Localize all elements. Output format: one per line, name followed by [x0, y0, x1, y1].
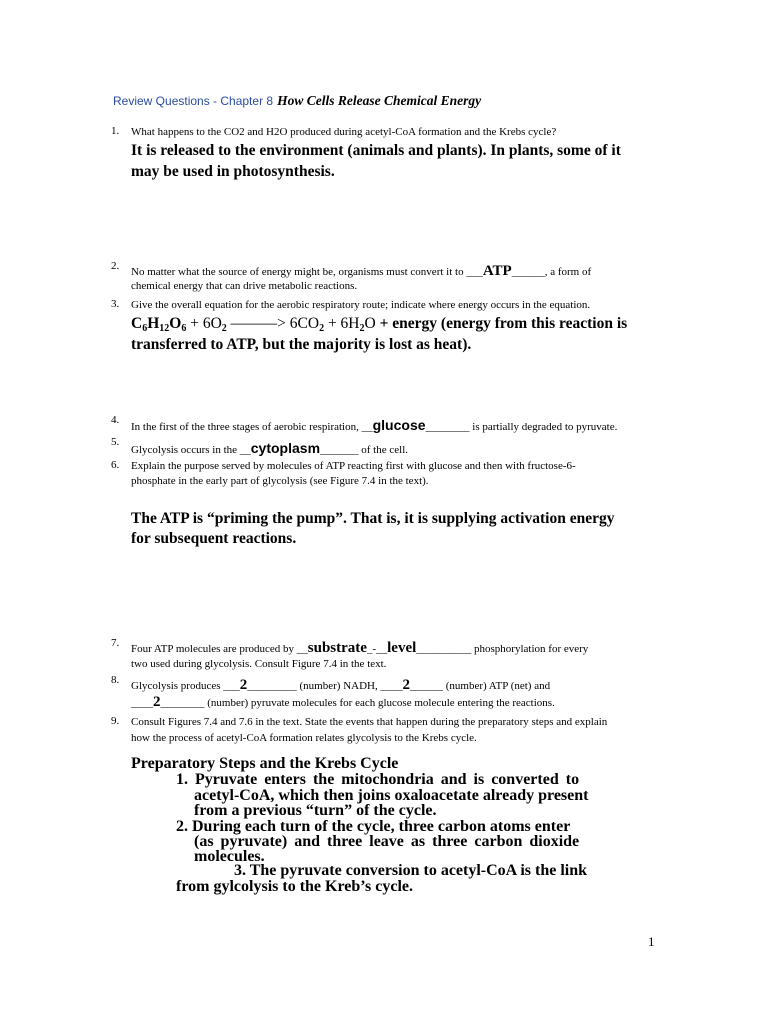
eq-co2-sub: 2 [319, 323, 325, 334]
page-number: 1 [648, 934, 655, 949]
q9-answer-item2-b: (as pyruvate) and three leave as three carbon dioxide [194, 833, 580, 850]
q7-number: 7. [111, 637, 120, 649]
q3-equation [131, 313, 627, 334]
q2-post: ______, a form of [511, 266, 592, 278]
q5-question [131, 441, 408, 457]
q5-pre: Glycolysis occurs in the __ [131, 444, 251, 456]
eq-c-sub: 6 [142, 323, 148, 334]
q2-number: 2. [111, 260, 120, 272]
q6-question-line2: phosphate in the early part of glycolysis (see Figure 7.4 in the text). [131, 475, 429, 487]
page-header [113, 92, 481, 110]
q8-line2-post: ________ (number) pyruvate molecules for each glucose molecule entering the reactions. [160, 697, 555, 709]
q8-question-line1 [131, 678, 550, 693]
q9-number: 9. [111, 715, 120, 727]
eq-h2o-b: O [364, 315, 376, 332]
eq-rest: + energy (energy from this reaction is [375, 315, 628, 332]
eq-c: C [131, 315, 143, 332]
header-title: How Cells Release Chemical Energy [277, 93, 482, 108]
q9-answer-item1-b: acetyl-CoA, which then joins oxaloacetate already present [194, 787, 589, 804]
q3-number: 3. [111, 298, 120, 310]
q9-answer-item1-c: from a previous “turn” of the cycle. [194, 802, 437, 819]
eq-co2: 6CO [289, 315, 320, 332]
q9-answer-item2: 2. During each turn of the cycle, three carbon atoms enter [176, 818, 571, 835]
q8-answer-blank1: 2 [239, 677, 248, 693]
q8-question-line2 [131, 695, 555, 710]
eq-h2o-a: + 6H [324, 315, 360, 332]
q8-answer-blank3: 2 [153, 694, 161, 710]
q1-question: What happens to the CO2 and H2O produced during acetyl-CoA formation and the Krebs cycle? [131, 126, 557, 138]
q9-answer-heading: Preparatory Steps and the Krebs Cycle [131, 755, 399, 772]
q9-question-line1: Consult Figures 7.4 and 7.6 in the text. State the events that happen during the preparatory steps and explain [131, 716, 608, 728]
q8-number: 8. [111, 674, 120, 686]
q6-answer-line1: The ATP is “priming the pump”. That is, it is supplying activation energy [131, 510, 615, 527]
q2-question-line2: chemical energy that can drive metabolic reactions. [131, 280, 358, 292]
q3-answer-line2: transferred to ATP, but the majority is lost as heat). [131, 336, 472, 353]
q9-answer-item1 [176, 772, 579, 788]
q1-answer-line2: may be used in photosynthesis. [131, 163, 335, 180]
q4-answer-blank: glucose [372, 417, 426, 433]
q7-question-line2: two used during glycolysis. Consult Figure 7.4 in the text. [131, 658, 387, 670]
eq-o: O [169, 315, 182, 332]
q8-mid1: _________ (number) NADH, ____ [247, 680, 403, 692]
q4-question [131, 418, 617, 434]
q8-pre: Glycolysis produces ___ [131, 680, 240, 692]
eq-o-sub: 6 [181, 323, 187, 334]
q9-question-line2: how the process of acetyl-CoA formation relates glycolysis to the Krebs cycle. [131, 732, 477, 744]
eq-h2o-sub: 2 [359, 323, 365, 334]
q7-pre: Four ATP molecules are produced by __ [131, 643, 308, 655]
q5-number: 5. [111, 436, 120, 448]
eq-h: H [147, 315, 160, 332]
q8-answer-blank2: 2 [402, 677, 410, 693]
q2-question-line1 [131, 264, 591, 279]
q4-post: ________ is partially degraded to pyruvate. [425, 421, 618, 433]
q5-post: _______ of the cell. [320, 444, 408, 456]
q2-pre: No matter what the source of energy might be, organisms must convert it to ___ [131, 266, 483, 278]
q4-pre: In the first of the three stages of aerobic respiration, __ [131, 421, 373, 433]
q9-answer-item3: 3. The pyruvate conversion to acetyl-CoA is the link [234, 862, 588, 879]
q6-number: 6. [111, 459, 120, 471]
q2-answer-blank: ATP [482, 263, 512, 279]
q4-number: 4. [111, 414, 120, 426]
q1-number: 1. [111, 125, 120, 137]
eq-plus-o2: + 6O [186, 315, 222, 332]
q1-answer-line1: It is released to the environment (animals and plants). In plants, some of it [131, 142, 621, 159]
eq-arrow: ———> [226, 315, 290, 332]
q7-post: __________ phosphorylation for every [416, 643, 589, 655]
q8-line2-pre: ____ [131, 697, 153, 709]
q7-mid: _-__ [366, 643, 388, 655]
q9-answer-item3-b: from gylcolysis to the Kreb’s cycle. [176, 878, 413, 895]
q5-answer-blank: cytoplasm [250, 440, 321, 456]
q7-answer-blank1: substrate [307, 640, 367, 656]
eq-o2-sub: 2 [221, 323, 227, 334]
eq-h-sub: 12 [159, 323, 170, 334]
q9-item1-line-a: 1. Pyruvate enters the mitochondria and is converted to [176, 771, 580, 788]
q7-answer-blank2: level [387, 640, 417, 656]
q8-mid2: ______ (number) ATP (net) and [409, 680, 551, 692]
q6-answer-line2: for subsequent reactions. [131, 530, 297, 547]
header-prefix: Review Questions - Chapter 8 [113, 94, 274, 108]
q6-question-line1: Explain the purpose served by molecules of ATP reacting first with glucose and then with fructose-6- [131, 460, 576, 472]
q3-question: Give the overall equation for the aerobic respiratory route; indicate where energy occurs in the equation. [131, 299, 591, 311]
q9-answer-item2-c: molecules. [194, 848, 265, 865]
q7-question-line1 [131, 641, 588, 656]
